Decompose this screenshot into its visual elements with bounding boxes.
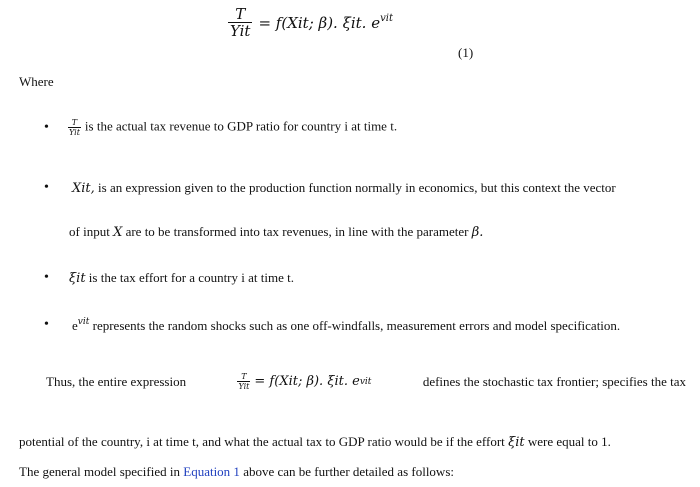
thus-post-text: defines the stochastic tax frontier; specifies the tax (422, 373, 686, 389)
para-line-3-pre: The general model specified in (19, 464, 184, 479)
bullet-item-3 (69, 270, 294, 286)
thus-expression-exponent: vit (359, 376, 372, 387)
equation-rhs-exponent: vit (380, 13, 393, 24)
bullet-dot: • (44, 120, 49, 135)
para-line-2-post: were equal to 1. (524, 434, 611, 449)
bullet-1-frac-den: Yit (69, 128, 80, 137)
equation-fraction (228, 6, 252, 39)
thus-inline-expression (237, 372, 371, 391)
bullet-1-frac-num: T (71, 118, 78, 127)
equation-rhs (258, 13, 393, 32)
where-label: Where (19, 74, 54, 89)
para-line-2-symbol: ξit (508, 435, 525, 450)
bullet-3-text: is the tax effort for a country i at time t. (85, 270, 294, 285)
bullet-4-text: represents the random shocks such as one off-windfalls, measurement errors and model specification. (89, 318, 621, 333)
bullet-dot: • (44, 270, 49, 285)
bullet-item-2-line-1 (72, 180, 616, 196)
bullet-item-2-line-2 (69, 224, 483, 240)
bullet-3-symbol: ξit (69, 271, 86, 286)
thus-expression: = f(Xit; β). ξit. e (254, 374, 360, 389)
bullet-item-1 (68, 118, 397, 137)
paragraph-line-2 (19, 434, 611, 450)
paragraph-line-1 (46, 372, 686, 391)
thus-frac-num: T (241, 372, 247, 381)
bullet-2-line-2-mid: are to be transformed into tax revenues, in line with the parameter (122, 224, 472, 239)
bullet-2-text-line-1: is an expression given to the production function normally in economics, but this context the vector (94, 180, 616, 195)
paragraph-line-3 (19, 464, 454, 480)
equation-number: (1) (458, 45, 474, 60)
bullet-2-symbol: Xit, (72, 181, 95, 196)
fraction-denominator: Yit (230, 22, 251, 40)
bullet-1-fraction (68, 118, 81, 137)
thus-frac-den: Yit (238, 382, 250, 391)
equation-rhs-main: = f(Xit; β). ξit. e (258, 14, 381, 32)
para-line-2-pre: potential of the country, i at time t, and what the actual tax to GDP ratio would be if the effort (19, 434, 509, 449)
equation-1-link[interactable]: Equation 1 (183, 464, 240, 479)
equation-1 (228, 6, 393, 39)
bullet-4-symbol-exponent: vit (77, 317, 90, 327)
bullet-2-param-beta: β. (471, 225, 484, 240)
bullet-1-text: is the actual tax revenue to GDP ratio for country i at time t. (84, 118, 398, 134)
para-line-3-post: above can be further detailed as follows: (239, 464, 454, 479)
thus-fraction (237, 372, 250, 391)
bullet-4-symbol-base: e (72, 318, 78, 333)
bullet-dot: • (44, 317, 49, 332)
bullet-2-symbol-x: X (113, 225, 123, 240)
bullet-item-4 (72, 317, 620, 334)
bullet-2-line-2-pre: of input (69, 224, 114, 239)
bullet-dot: • (44, 180, 49, 195)
thus-pre-text: Thus, the entire expression (46, 373, 187, 389)
fraction-numerator: T (235, 5, 246, 23)
